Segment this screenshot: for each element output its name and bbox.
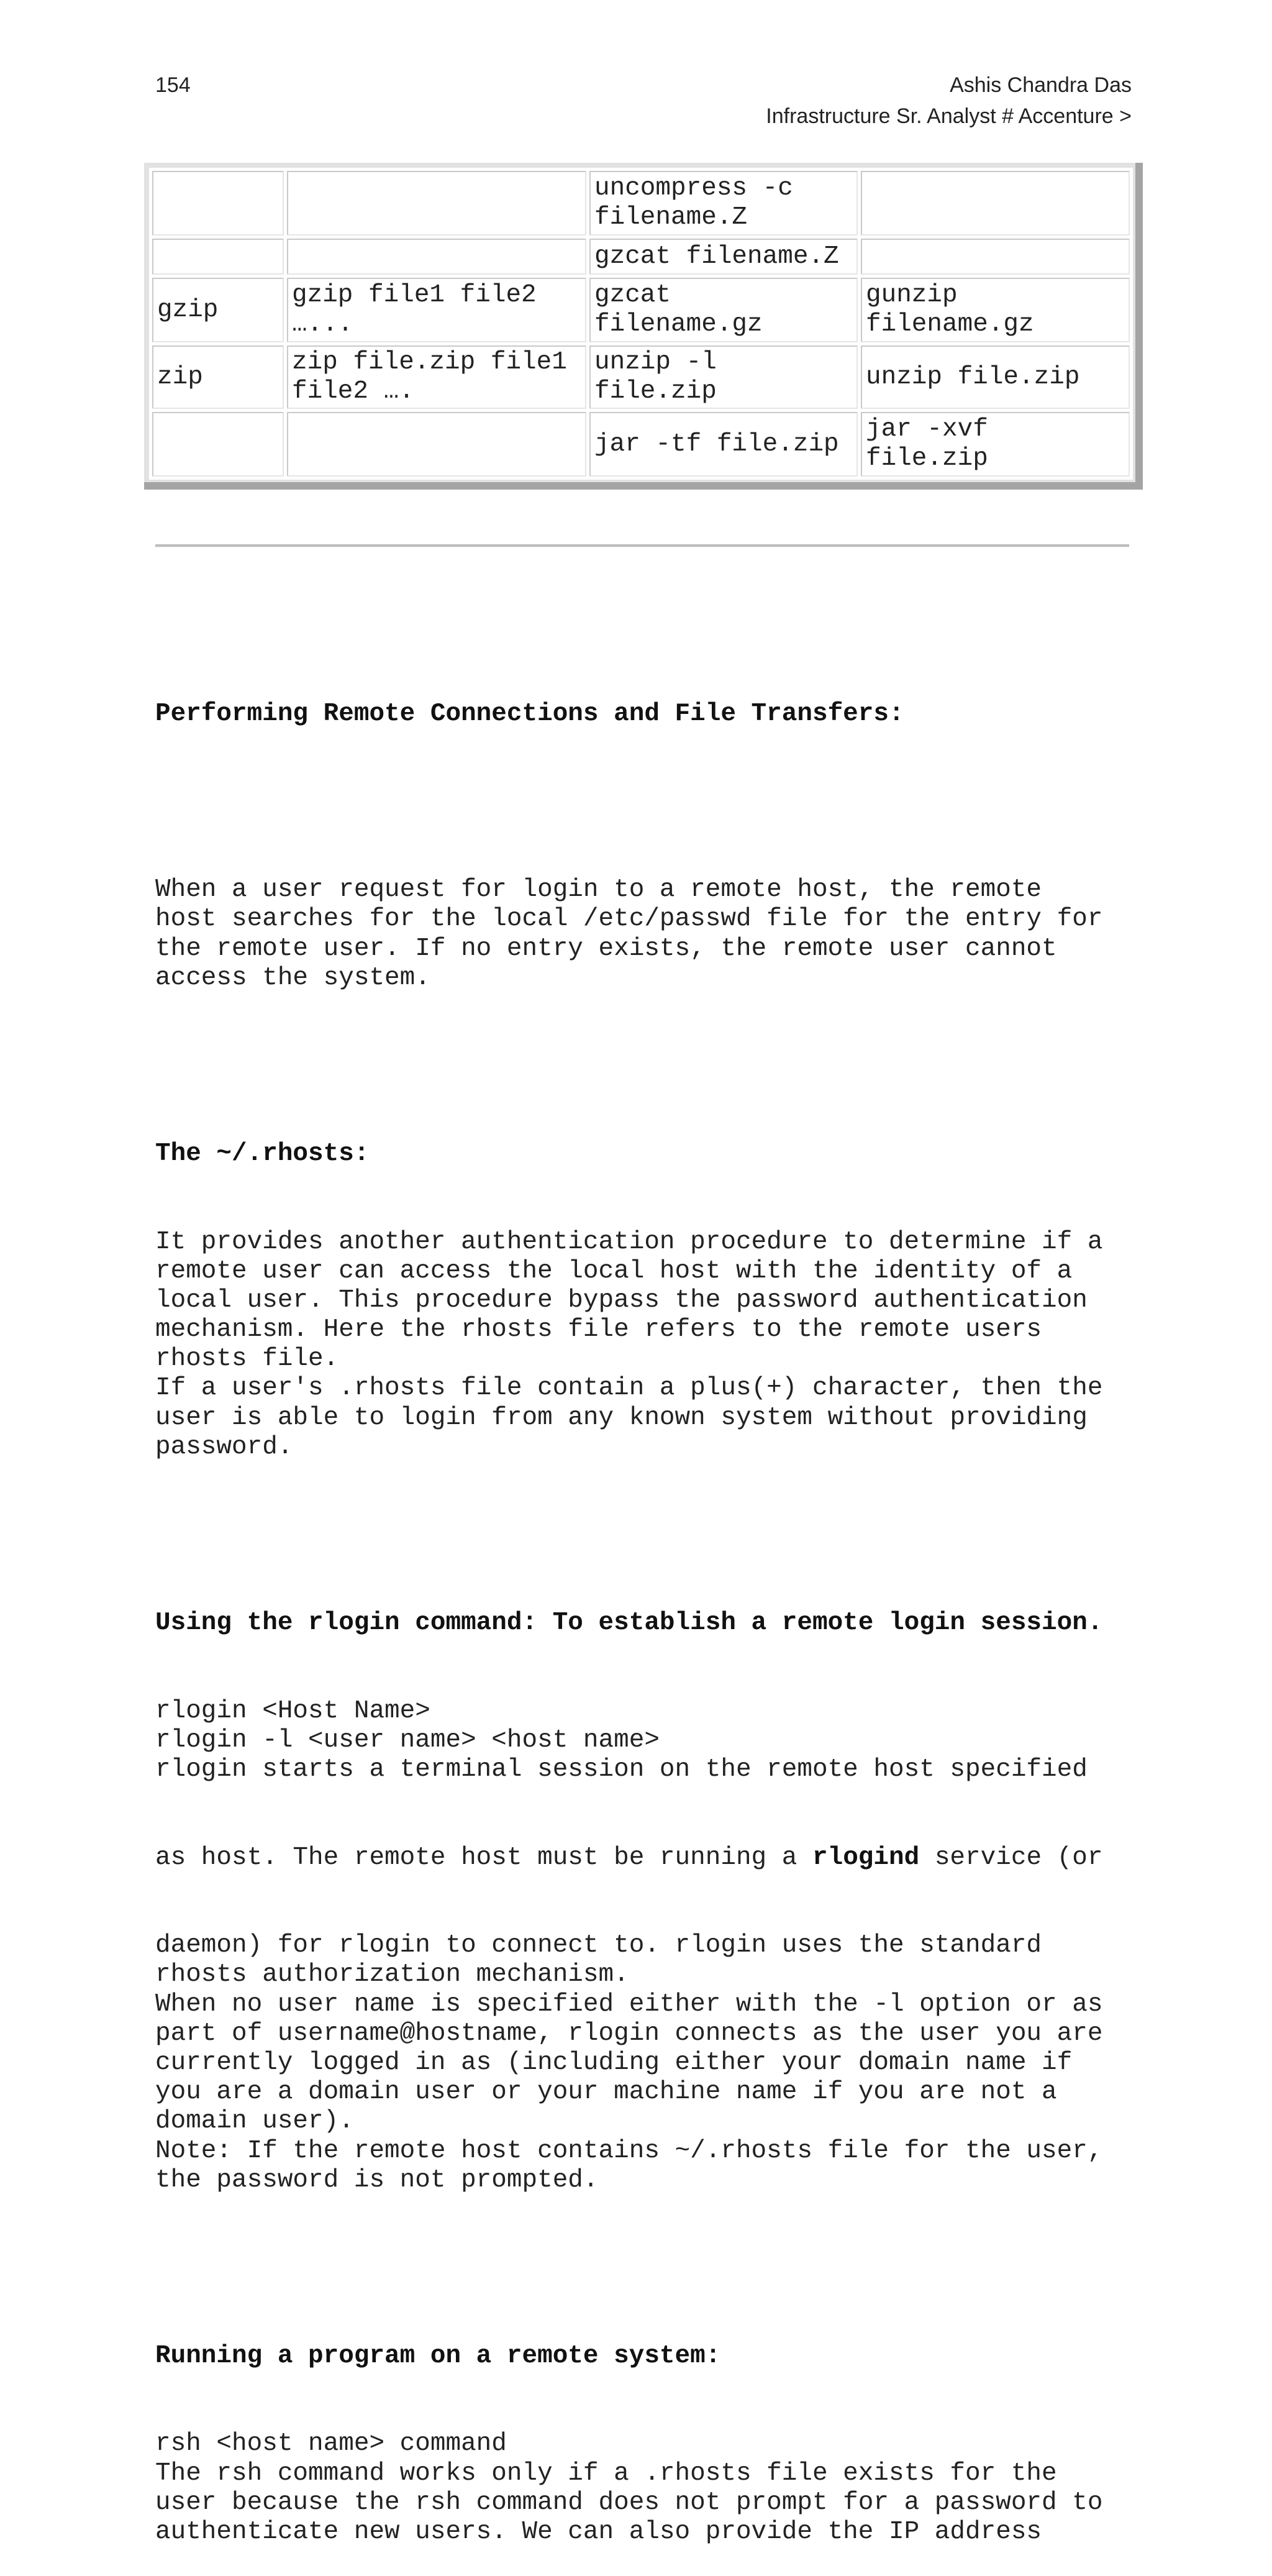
text-line: authenticate new users. We can also provide the IP address [155,2518,1042,2547]
table-row [152,171,1130,235]
page-number: 154 [155,73,191,97]
compression-command-table [149,168,1133,480]
text-line: rsh <host name> command [155,2429,507,2459]
table-cell: uncompress -c filename.Z [589,171,858,235]
table-cell [287,412,586,477]
section-heading-rlogin: Using the rlogin command: To establish a remote login session. [155,1609,1103,1638]
section-rlogin-text-a [155,1697,1149,1785]
table-cell: gzcat filename.Z [589,239,858,275]
text-line: domain user). [155,2107,354,2136]
table-cell: gunzip filename.gz [861,278,1130,342]
section-rhosts-text [155,1228,1149,1463]
text-line: rlogin -l <user name> <host name> [155,1725,660,1755]
text-line: password. [155,1432,293,1461]
text-line: user because the rsh command does not prompt for a password to [155,2488,1103,2517]
document-body [155,553,1149,2576]
table-cell [861,171,1130,235]
table-row [152,239,1130,275]
author-name: Ashis Chandra Das [950,73,1132,97]
text-line: remote user can access the local host with the identity of a [155,1256,1073,1286]
text-line: mechanism. Here the rhosts file refers to the remote users [155,1315,1042,1345]
table-cell: unzip -l file.zip [589,345,858,409]
text-line: part of username@hostname, rlogin connects as the user you are [155,2019,1103,2048]
text-line: When no user name is specified either with the -l option or as [155,1989,1103,2019]
text-line: The rsh command works only if a .rhosts file exists for the [155,2459,1057,2488]
text-line: rhosts file. [155,1345,339,1374]
text-line: rlogin starts a terminal session on the remote host specified [155,1755,1088,1784]
text-line: local user. This procedure bypass the password authentication [155,1286,1088,1315]
text-line: you are a domain user or your machine name if you are not a [155,2078,1057,2107]
rlogin-daemon-line [155,1843,1149,1873]
rlogin-line-before: as host. The remote host must be running a [155,1843,812,1872]
text-line: It provides another authentication procedure to determine if a [155,1227,1103,1256]
table-cell [152,171,284,235]
table-cell: zip file.zip file1 file2 …. [287,345,586,409]
text-line: the remote user. If no entry exists, the remote user cannot [155,934,1057,963]
command-table-frame [144,163,1143,490]
text-line: host searches for the local /etc/passwd file for the entry for [155,905,1103,934]
table-cell [287,171,586,235]
text-line: access the system. [155,963,430,992]
author-role: Infrastructure Sr. Analyst # Accenture > [766,104,1132,128]
horizontal-divider [155,544,1129,547]
section-heading-rhosts: The ~/.rhosts: [155,1139,370,1168]
table-cell: gzip file1 file2 …... [287,278,586,342]
table-cell: jar -xvf file.zip [861,412,1130,477]
table-row [152,412,1130,477]
table-cell: unzip file.zip [861,345,1130,409]
table-cell: zip [152,345,284,409]
text-line: user is able to login from any known system without providing [155,1403,1088,1432]
text-line: rhosts authorization mechanism. [155,1960,629,1989]
text-line: currently logged in as (including either your domain name if [155,2048,1073,2077]
text-line: daemon) for rlogin to connect to. rlogin uses the standard [155,1931,1042,1960]
text-line: When a user request for login to a remote host, the remote [155,875,1042,905]
section-remote-connections-text [155,875,1149,993]
table-cell: jar -tf file.zip [589,412,858,477]
section-heading-remote-program: Running a program on a remote system: [155,2341,721,2370]
section-rlogin-text-b [155,1931,1149,2195]
text-line: the password is not prompted. [155,2165,599,2195]
rlogind-term: rlogind [812,1843,920,1872]
text-line: Note: If the remote host contains ~/.rhosts file for the user, [155,2136,1103,2165]
table-cell [287,239,586,275]
table-cell [861,239,1130,275]
table-row [152,345,1130,409]
section-remote-program-text [155,2429,1149,2547]
table-cell [152,412,284,477]
rlogin-line-after: service (or [919,1843,1103,1872]
text-line: If a user's .rhosts file contain a plus(+) character, then the [155,1374,1103,1403]
text-line: rlogin <Host Name> [155,1696,430,1725]
section-heading-remote-connections: Performing Remote Connections and File Transfers: [155,700,904,728]
table-row [152,278,1130,342]
table-cell: gzip [152,278,284,342]
table-cell: gzcat filename.gz [589,278,858,342]
table-cell [152,239,284,275]
